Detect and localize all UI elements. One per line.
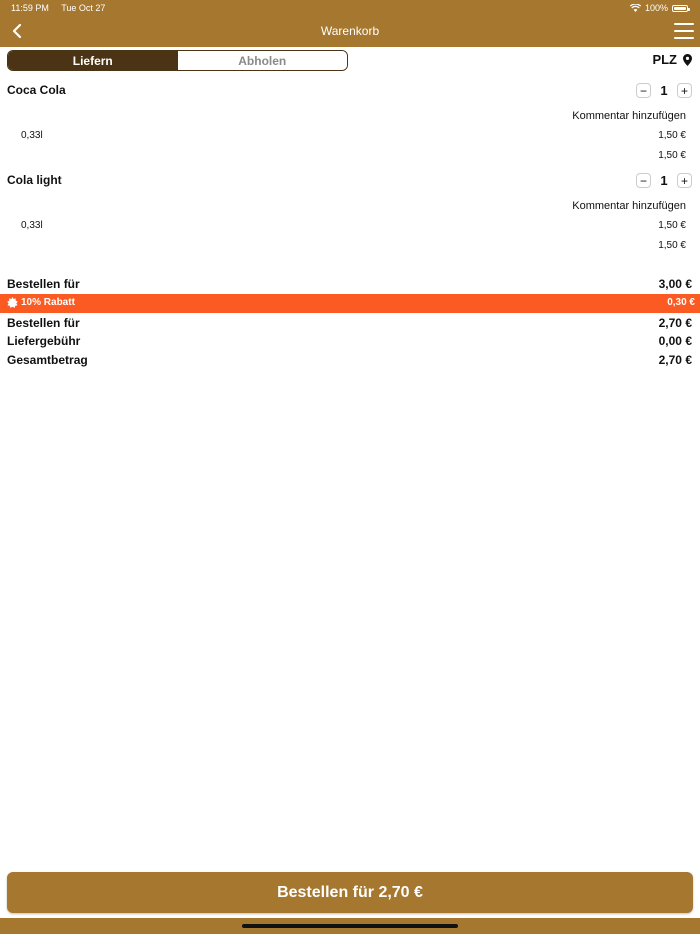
tab-pickup[interactable]: Abholen bbox=[178, 51, 348, 70]
after-discount-value: 2,70 € bbox=[658, 316, 692, 330]
item-line-total: 1,50 € bbox=[658, 150, 686, 161]
menu-button[interactable] bbox=[674, 23, 694, 39]
item-unit-price: 1,50 € bbox=[658, 220, 686, 231]
increase-button[interactable] bbox=[677, 173, 692, 188]
item-unit-price: 1,50 € bbox=[658, 130, 686, 141]
discount-label: 10% Rabatt bbox=[21, 297, 75, 308]
total-value: 2,70 € bbox=[658, 353, 692, 367]
quantity-value: 1 bbox=[660, 83, 668, 98]
subtotal-label: Bestellen für bbox=[7, 277, 80, 291]
plz-label: PLZ bbox=[652, 52, 677, 67]
delivery-fee-label: Liefergebühr bbox=[7, 334, 81, 348]
cart-item-name: Cola light bbox=[7, 173, 62, 187]
status-bar-left bbox=[11, 3, 115, 13]
home-indicator[interactable] bbox=[242, 924, 458, 928]
add-comment-link[interactable]: Kommentar hinzufügen bbox=[572, 200, 686, 212]
minus-icon: − bbox=[639, 83, 647, 98]
status-date: Tue Oct 27 bbox=[61, 3, 106, 13]
status-time: 11:59 PM bbox=[11, 3, 49, 13]
delivery-fee-value: 0,00 € bbox=[658, 334, 692, 348]
delivery-mode-toggle bbox=[7, 50, 348, 71]
discount-value: 0,30 € bbox=[667, 297, 695, 308]
battery-icon bbox=[672, 5, 688, 12]
battery-percent: 100% bbox=[644, 3, 668, 13]
minus-icon: − bbox=[639, 173, 647, 188]
plus-icon: + bbox=[680, 173, 688, 188]
location-pin-icon bbox=[683, 54, 692, 66]
add-comment-link[interactable]: Kommentar hinzufügen bbox=[572, 110, 686, 122]
subtotal-value: 3,00 € bbox=[658, 277, 692, 291]
status-bar-right bbox=[630, 3, 688, 13]
order-button[interactable]: Bestellen für 2,70 € bbox=[7, 872, 693, 913]
item-size: 0,33l bbox=[21, 130, 43, 141]
tab-deliver[interactable]: Liefern bbox=[8, 51, 178, 70]
badge-icon bbox=[7, 297, 18, 308]
quantity-stepper bbox=[636, 83, 692, 98]
item-size: 0,33l bbox=[21, 220, 43, 231]
cart-item-name: Coca Cola bbox=[7, 83, 66, 97]
item-line-total: 1,50 € bbox=[658, 240, 686, 251]
plus-icon: + bbox=[680, 83, 688, 98]
discount-row bbox=[0, 294, 700, 313]
increase-button[interactable] bbox=[677, 83, 692, 98]
page-title: Warenkorb bbox=[320, 24, 380, 38]
top-bar bbox=[0, 0, 700, 47]
decrease-button[interactable] bbox=[636, 173, 651, 188]
quantity-value: 1 bbox=[660, 173, 668, 188]
total-label: Gesamtbetrag bbox=[7, 353, 88, 367]
plz-selector[interactable] bbox=[652, 52, 692, 67]
decrease-button[interactable] bbox=[636, 83, 651, 98]
quantity-stepper bbox=[636, 173, 692, 188]
wifi-icon bbox=[630, 4, 641, 12]
hamburger-menu-icon bbox=[674, 23, 694, 25]
after-discount-label: Bestellen für bbox=[7, 316, 80, 330]
